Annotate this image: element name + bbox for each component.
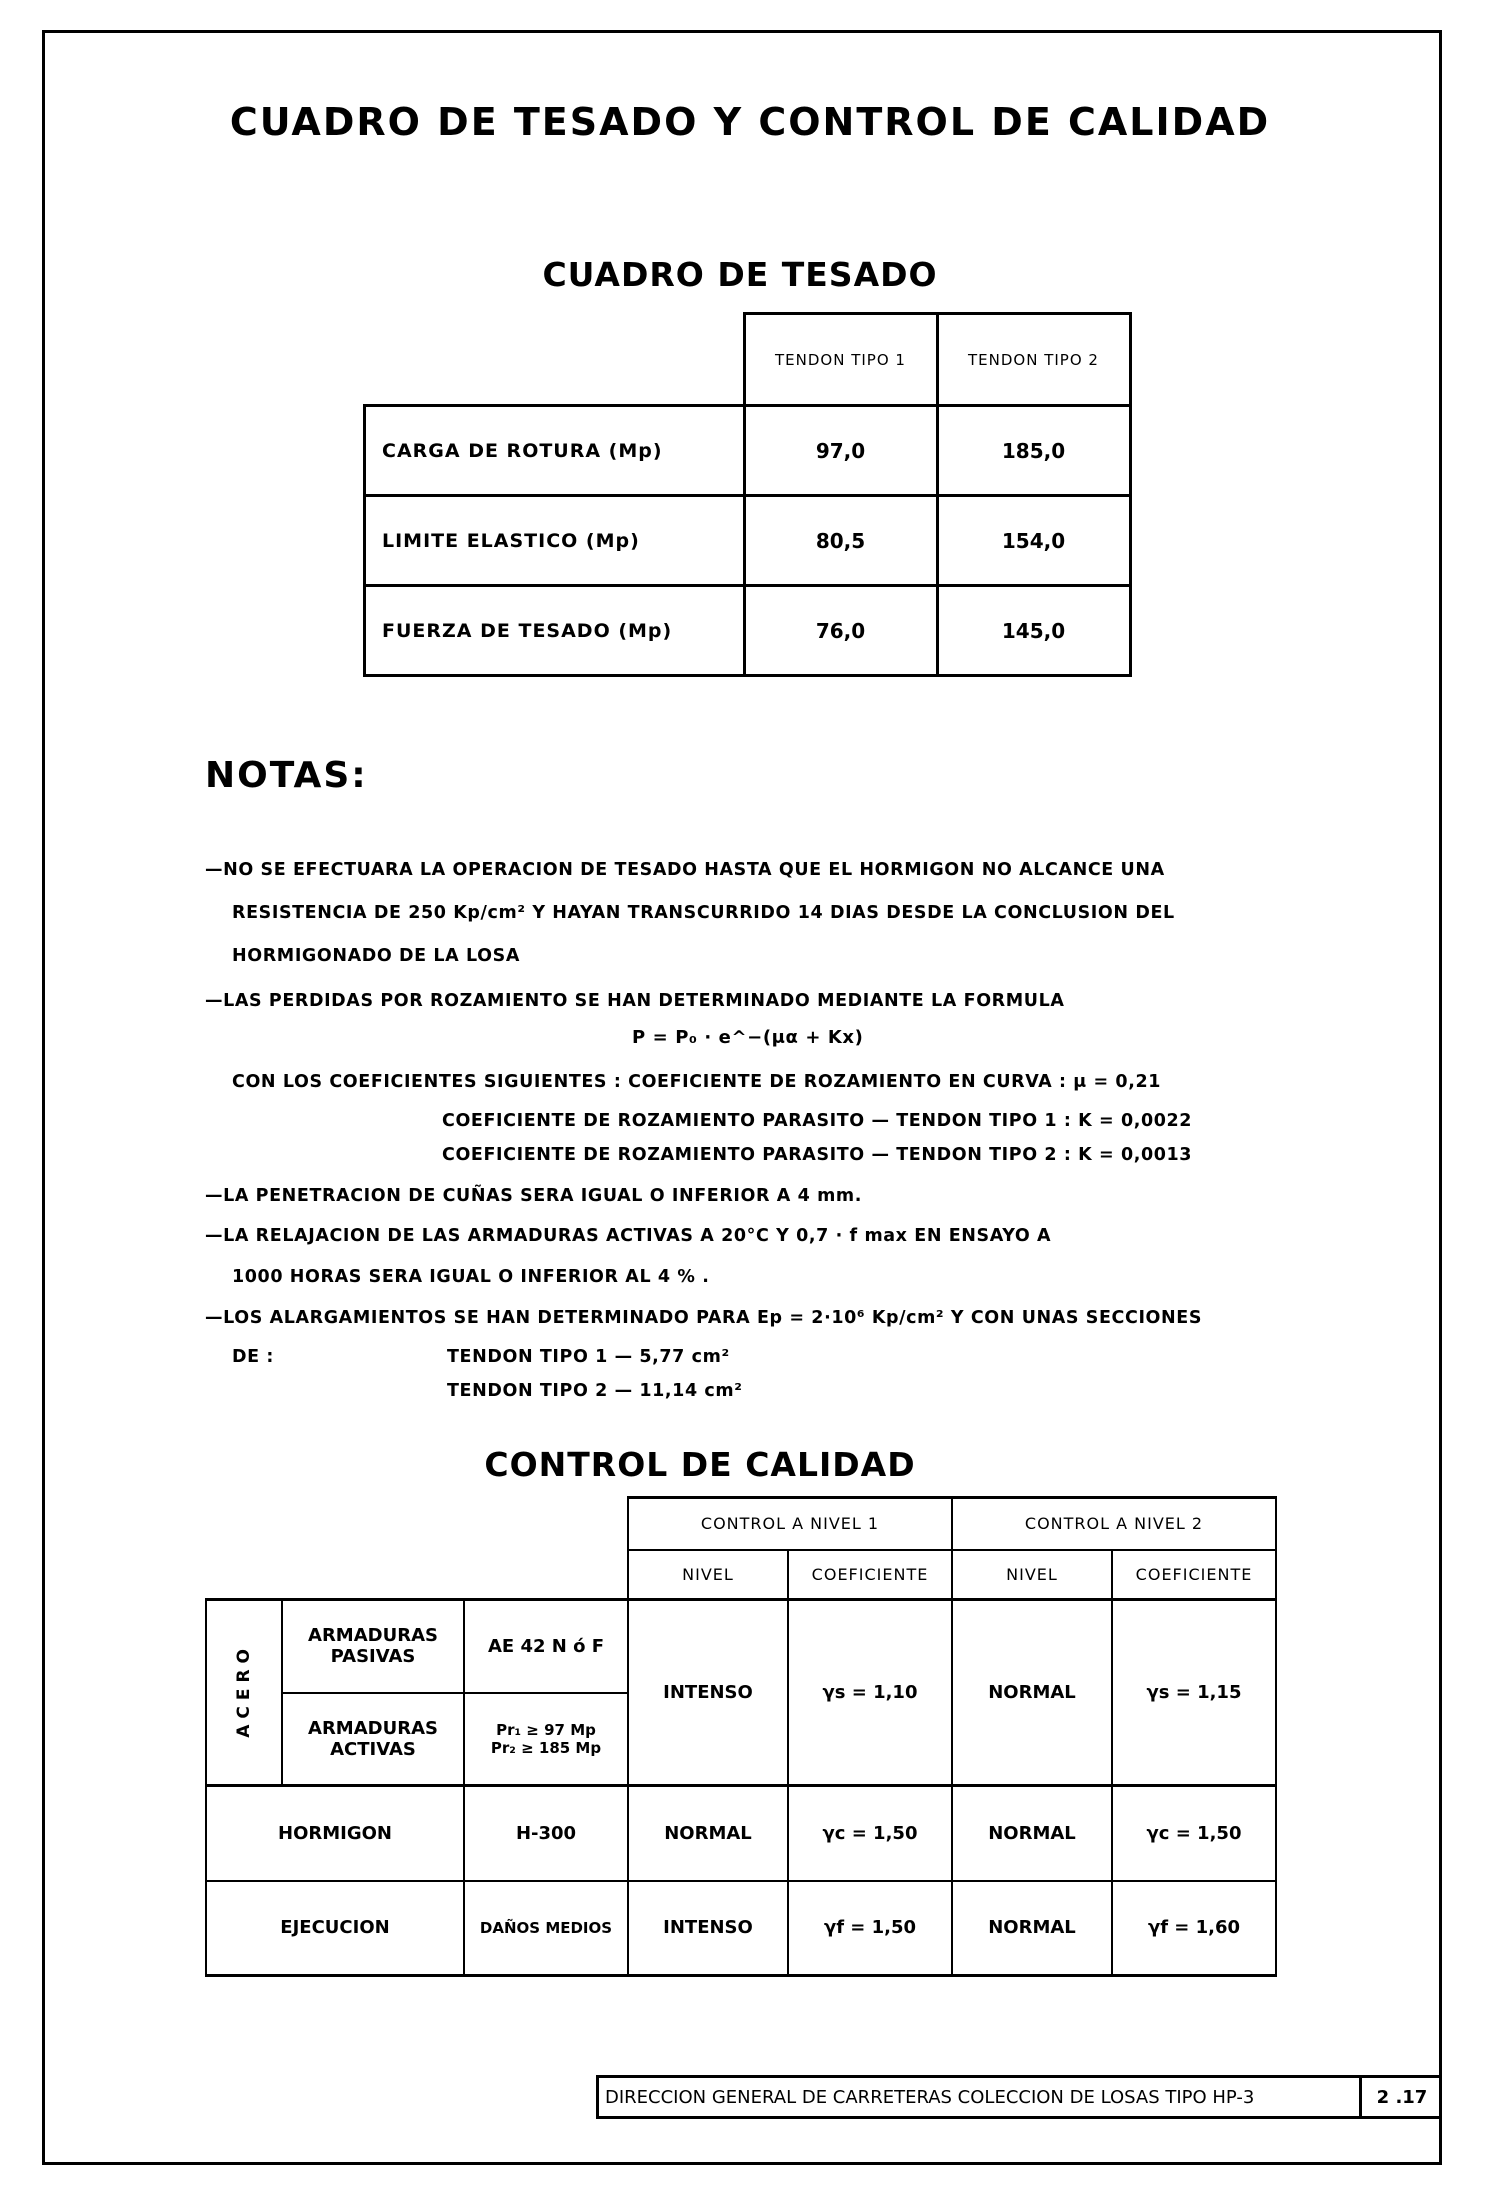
hormigon-nivel1: NORMAL (628, 1786, 788, 1881)
acero-coef1: γs = 1,10 (788, 1600, 952, 1786)
formula: P = P₀ · e^−(μα + Kx) (632, 1027, 864, 1048)
cell-value: 76,0 (744, 586, 937, 676)
row-label: LIMITE ELASTICO (Mp) (365, 496, 745, 586)
page-title: CUADRO DE TESADO Y CONTROL DE CALIDAD (229, 100, 1271, 144)
note-line: —LA PENETRACION DE CUÑAS SERA IGUAL O INFERIOR A 4 mm. (205, 1186, 862, 1206)
nivel2-header: CONTROL A NIVEL 2 (952, 1498, 1276, 1550)
cell-value: 145,0 (937, 586, 1130, 676)
hormigon-label: HORMIGON (206, 1786, 464, 1881)
activas-tipo2: Pr₂ ≥ 185 Mp (490, 1738, 602, 1757)
nivel1-header: CONTROL A NIVEL 1 (628, 1498, 952, 1550)
acero-nivel1: INTENSO (628, 1600, 788, 1786)
coeficiente-header: COEFICIENTE (788, 1550, 952, 1600)
note-line: —LA RELAJACION DE LAS ARMADURAS ACTIVAS A 20°C Y 0,7 · f max EN ENSAYO A (205, 1226, 1052, 1246)
calidad-table (205, 1496, 1277, 1977)
ejecucion-tipo: DAÑOS MEDIOS (464, 1881, 628, 1976)
hormigon-coef2: γc = 1,50 (1112, 1786, 1276, 1881)
ejecucion-label: EJECUCION (206, 1881, 464, 1976)
table-row (206, 1786, 1276, 1881)
cell-value: 154,0 (937, 496, 1130, 586)
footer-text: DIRECCION GENERAL DE CARRETERAS COLECCION DE LOSAS TIPO HP-3 (605, 2086, 1255, 2108)
note-line: —LAS PERDIDAS POR ROZAMIENTO SE HAN DETERMINADO MEDIANTE LA FORMULA (205, 991, 1065, 1011)
coeficiente-header: COEFICIENTE (1112, 1550, 1276, 1600)
page-number: 2 .17 (1359, 2078, 1442, 2116)
notas-heading: NOTAS: (205, 755, 368, 796)
pasivas-tipo: AE 42 N ó F (464, 1600, 628, 1693)
nivel-header: NIVEL (628, 1550, 788, 1600)
cell-value: 185,0 (937, 406, 1130, 496)
note-line: HORMIGONADO DE LA LOSA (232, 946, 520, 966)
nivel-header: NIVEL (952, 1550, 1112, 1600)
note-line: COEFICIENTE DE ROZAMIENTO PARASITO — TENDON TIPO 2 : K = 0,0013 (442, 1145, 1193, 1165)
hormigon-coef1: γc = 1,50 (788, 1786, 952, 1881)
col-tendon-2: TENDON TIPO 2 (937, 314, 1130, 406)
cell-value: 80,5 (744, 496, 937, 586)
note-line: —NO SE EFECTUARA LA OPERACION DE TESADO HASTA QUE EL HORMIGON NO ALCANCE UNA (205, 860, 1165, 880)
note-line: COEFICIENTE DE ROZAMIENTO PARASITO — TENDON TIPO 1 : K = 0,0022 (442, 1111, 1193, 1131)
activas-tipo1: Pr₁ ≥ 97 Mp (496, 1720, 596, 1739)
row-label: CARGA DE ROTURA (Mp) (365, 406, 745, 496)
note-line: TENDON TIPO 1 — 5,77 cm² (447, 1347, 730, 1367)
footer-strip (596, 2075, 1442, 2119)
hormigon-nivel2: NORMAL (952, 1786, 1112, 1881)
table-row (365, 406, 1131, 496)
tesado-heading: CUADRO DE TESADO (542, 255, 938, 294)
acero-label: ACERO (234, 1642, 254, 1738)
note-line: 1000 HORAS SERA IGUAL O INFERIOR AL 4 % . (232, 1267, 710, 1287)
cell-value: 97,0 (744, 406, 937, 496)
calidad-heading: CONTROL DE CALIDAD (484, 1445, 916, 1484)
note-line: —LOS ALARGAMIENTOS SE HAN DETERMINADO PARA Ep = 2·10⁶ Kp/cm² Y CON UNAS SECCIONES (205, 1308, 1203, 1328)
table-row (365, 586, 1131, 676)
table-row (206, 1881, 1276, 1976)
note-line: TENDON TIPO 2 — 11,14 cm² (447, 1381, 743, 1401)
ejecucion-coef1: γf = 1,50 (788, 1881, 952, 1976)
row-label: FUERZA DE TESADO (Mp) (365, 586, 745, 676)
activas-label: ARMADURAS ACTIVAS (282, 1693, 464, 1786)
note-line: RESISTENCIA DE 250 Kp/cm² Y HAYAN TRANSCURRIDO 14 DIAS DESDE LA CONCLUSION DEL (232, 903, 1175, 923)
hormigon-tipo: H-300 (464, 1786, 628, 1881)
tesado-table (363, 312, 1132, 677)
pasivas-label: ARMADURAS PASIVAS (282, 1600, 464, 1693)
ejecucion-nivel1: INTENSO (628, 1881, 788, 1976)
acero-coef2: γs = 1,15 (1112, 1600, 1276, 1786)
col-tendon-1: TENDON TIPO 1 (744, 314, 937, 406)
ejecucion-nivel2: NORMAL (952, 1881, 1112, 1976)
note-line: CON LOS COEFICIENTES SIGUIENTES : COEFICIENTE DE ROZAMIENTO EN CURVA : μ = 0,21 (232, 1072, 1161, 1092)
note-line: DE : (232, 1347, 274, 1367)
ejecucion-coef2: γf = 1,60 (1112, 1881, 1276, 1976)
acero-nivel2: NORMAL (952, 1600, 1112, 1786)
table-row (365, 496, 1131, 586)
